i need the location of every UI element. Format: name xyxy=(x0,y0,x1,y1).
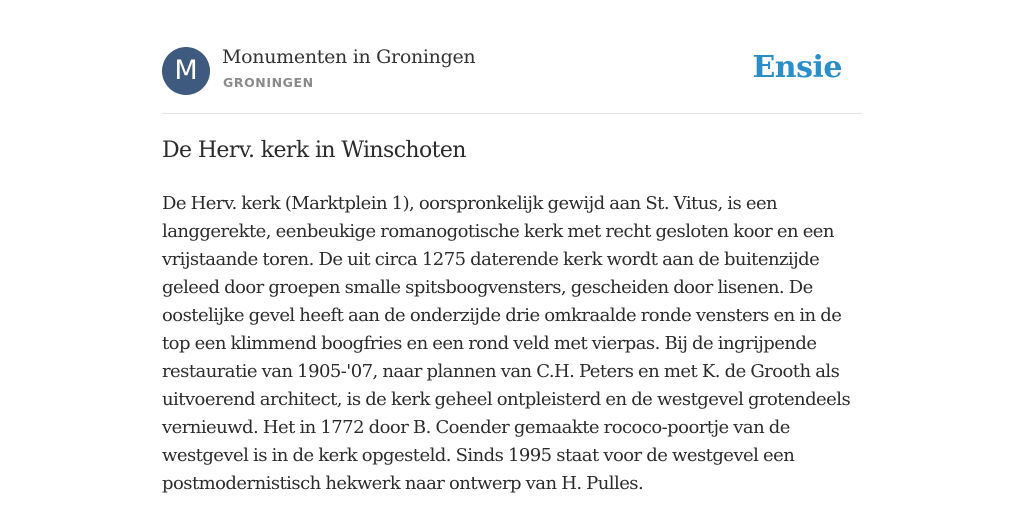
source-title-link[interactable]: Monumenten in Groningen xyxy=(222,46,476,68)
source-subtitle: GRONINGEN xyxy=(223,75,314,90)
article-body: De Herv. kerk (Marktplein 1), oorspronkelijk gewijd aan St. Vitus, is een langgerekte, eenbeukige romanogotische kerk met recht gesloten koor en een vrijstaande toren. De uit circa 1275 daterende kerk wordt aan de buitenzijde geleed door groepen smalle spitsboogvensters, gescheiden door lisenen. De oostelijke gevel heeft aan de onderzijde drie omkraalde ronde vensters en in de top een klimmend boogfries en een rond veld met vierpas. Bij de ingrijpende restauratie van 1905-'07, naar plannen van C.H. Peters en met K. de Grooth als uitvoerend architect, is de kerk geheel ontpleisterd en de westgevel grotendeels vernieuwd. Het in 1772 door B. Coender gemaakte rococo-poortje van de westgevel is in de kerk opgesteld. Sinds 1995 staat voor de westgevel een postmodernistisch hekwerk naar ontwerp van H. Pulles. xyxy=(162,193,851,494)
article-title: De Herv. kerk in Winschoten xyxy=(162,138,466,163)
source-avatar[interactable]: M xyxy=(162,47,210,95)
header-divider xyxy=(162,113,862,114)
source-header xyxy=(162,46,862,96)
brand-logo[interactable]: Ensie xyxy=(752,50,842,85)
